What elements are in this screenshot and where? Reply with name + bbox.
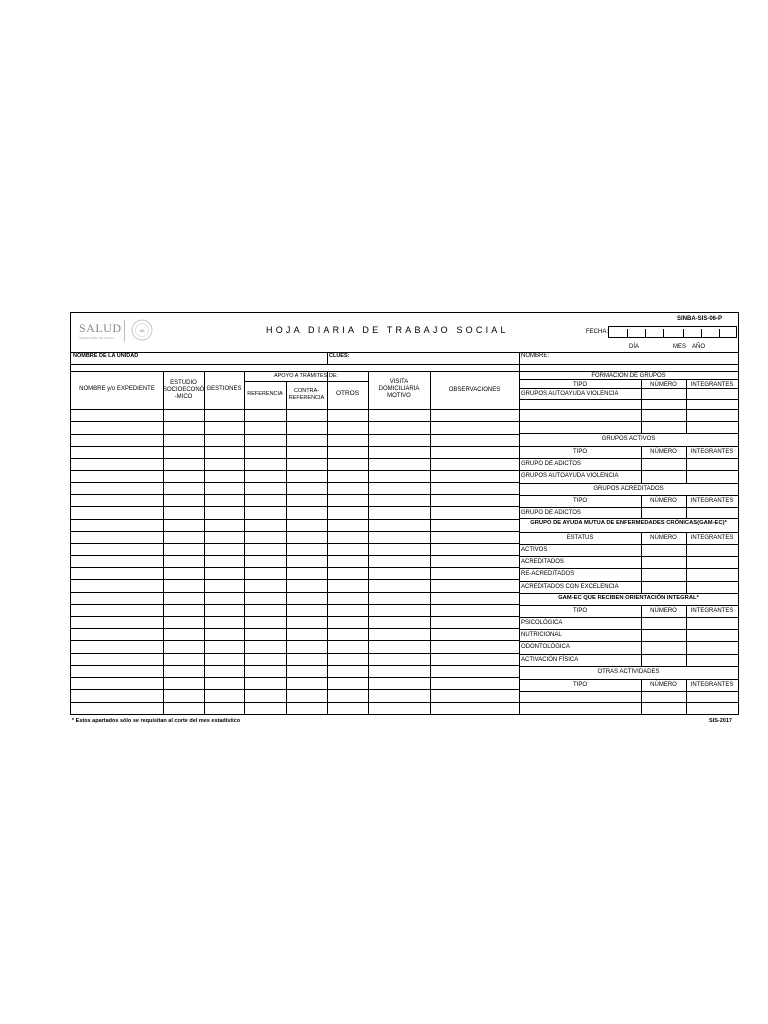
formacion-grupos-title: FORMACIÓN DE GRUPOS [591, 373, 666, 379]
dia-label: DÍA [629, 344, 640, 350]
gam-row-4: ACREDITADOS CON EXCELENCIA [521, 584, 619, 590]
orient-integrantes-header: INTEGRANTES [690, 608, 734, 614]
logo-separator [124, 320, 125, 342]
gam-row-1: ACTIVOS [521, 547, 548, 553]
footer-note: * Estos apartados sólo se requisitan al corte del mes estadístico [72, 718, 241, 724]
orient-numero-header: NÚMERO [650, 608, 677, 614]
col-estudio-2: SOCIOECONÓ [163, 387, 205, 393]
form-sheet [70, 312, 739, 715]
gam-ec-title: GRUPO DE AYUDA MUTUA DE ENFERMEDADES CRÓNICAS(GAM-EC)* [530, 520, 727, 526]
logo-text: SALUD [79, 321, 122, 335]
col-referencia: REFERENCIA [247, 391, 283, 397]
col-contra-1: CONTRA- [293, 388, 320, 394]
salud-logo [79, 319, 169, 345]
otras-actividades-title: OTRAS ACTIVIDADES [597, 669, 660, 675]
activos-numero-header: NÚMERO [650, 449, 677, 455]
gam-integrantes-header: INTEGRANTES [690, 535, 734, 541]
col-contra-2: REFERENCIA [288, 395, 325, 401]
acreditados-tipo-header: TIPO [572, 498, 587, 504]
formacion-tipo-header: TIPO [572, 382, 587, 388]
form-code: SINBA-SIS-06-P [677, 316, 723, 322]
orient-tipo-header: TIPO [572, 608, 587, 614]
acreditados-row-1: GRUPO DE ADICTOS [521, 510, 581, 516]
col-estudio-1: ESTUDIO [170, 380, 197, 386]
orient-row-3: ODONTOLÓGICA [521, 644, 570, 650]
gam-row-2: ACREDITADOS [521, 559, 564, 565]
col-nombre-expediente: NOMBRE y/o EXPEDIENTE [79, 386, 155, 392]
orient-row-2: NUTRICIONAL [521, 632, 562, 638]
activos-row-1: GRUPO DE ADICTOS [521, 461, 581, 467]
acreditados-integrantes-header: INTEGRANTES [690, 498, 734, 504]
fecha-label: FECHA: [586, 329, 609, 335]
col-visita-1: VISITA [389, 379, 409, 385]
orient-row-4: ACTIVACIÓN FÍSICA [521, 657, 579, 663]
activos-row-2: GRUPOS AUTOAYUDA VIOLENCIA [521, 473, 619, 479]
national-seal-icon [131, 319, 153, 341]
clues-label: CLUES: [329, 353, 350, 359]
form-title: HOJA DIARIA DE TRABAJO SOCIAL [266, 325, 509, 335]
orient-row-1: PSICOLÓGICA [521, 620, 563, 626]
unidad-label: NOMBRE DE LA UNIDAD [73, 353, 139, 359]
gam-estatus-header: ESTATUS [566, 535, 594, 541]
otras-integrantes-header: INTEGRANTES [690, 682, 734, 688]
formacion-row-1: GRUPOS AUTOAYUDA VIOLENCIA [521, 391, 619, 397]
apoyo-tramites-header: APOYO A TRÁMITES DE: [273, 373, 339, 379]
gam-numero-header: NÚMERO [650, 535, 677, 541]
nombre-label: NOMBRE: [521, 353, 550, 359]
col-visita-2: DOMICILIARIA [378, 386, 420, 392]
mes-label: MES [673, 344, 687, 350]
otras-numero-header: NÚMERO [650, 682, 677, 688]
formacion-numero-header: NÚMERO [650, 382, 677, 388]
acreditados-numero-header: NÚMERO [650, 498, 677, 504]
grupos-acreditados-title: GRUPOS ACREDITADOS [593, 486, 664, 492]
activos-tipo-header: TIPO [572, 449, 587, 455]
gam-row-3: RE-ACREDITADOS [521, 571, 575, 577]
logo-subtext: SECRETARÍA DE SALUD [79, 336, 114, 340]
anio-label: AÑO [692, 344, 706, 350]
col-visita-3: MOTIVO [387, 393, 411, 399]
footer-version: SIS-2017 [709, 718, 732, 724]
activos-integrantes-header: INTEGRANTES [690, 449, 734, 455]
col-estudio-3: -MICO [174, 394, 193, 400]
col-gestiones: GESTIONES [206, 386, 242, 392]
grupos-activos-title: GRUPOS ACTIVOS [601, 436, 656, 442]
col-otros: OTROS [335, 390, 360, 397]
formacion-integrantes-header: INTEGRANTES [690, 382, 734, 388]
col-observaciones: OBSERVACIONES [448, 387, 501, 393]
orientacion-integral-title: GAM-EC QUE RECIBEN ORIENTACIÓN INTEGRAL* [558, 595, 699, 601]
otras-tipo-header: TIPO [572, 682, 587, 688]
